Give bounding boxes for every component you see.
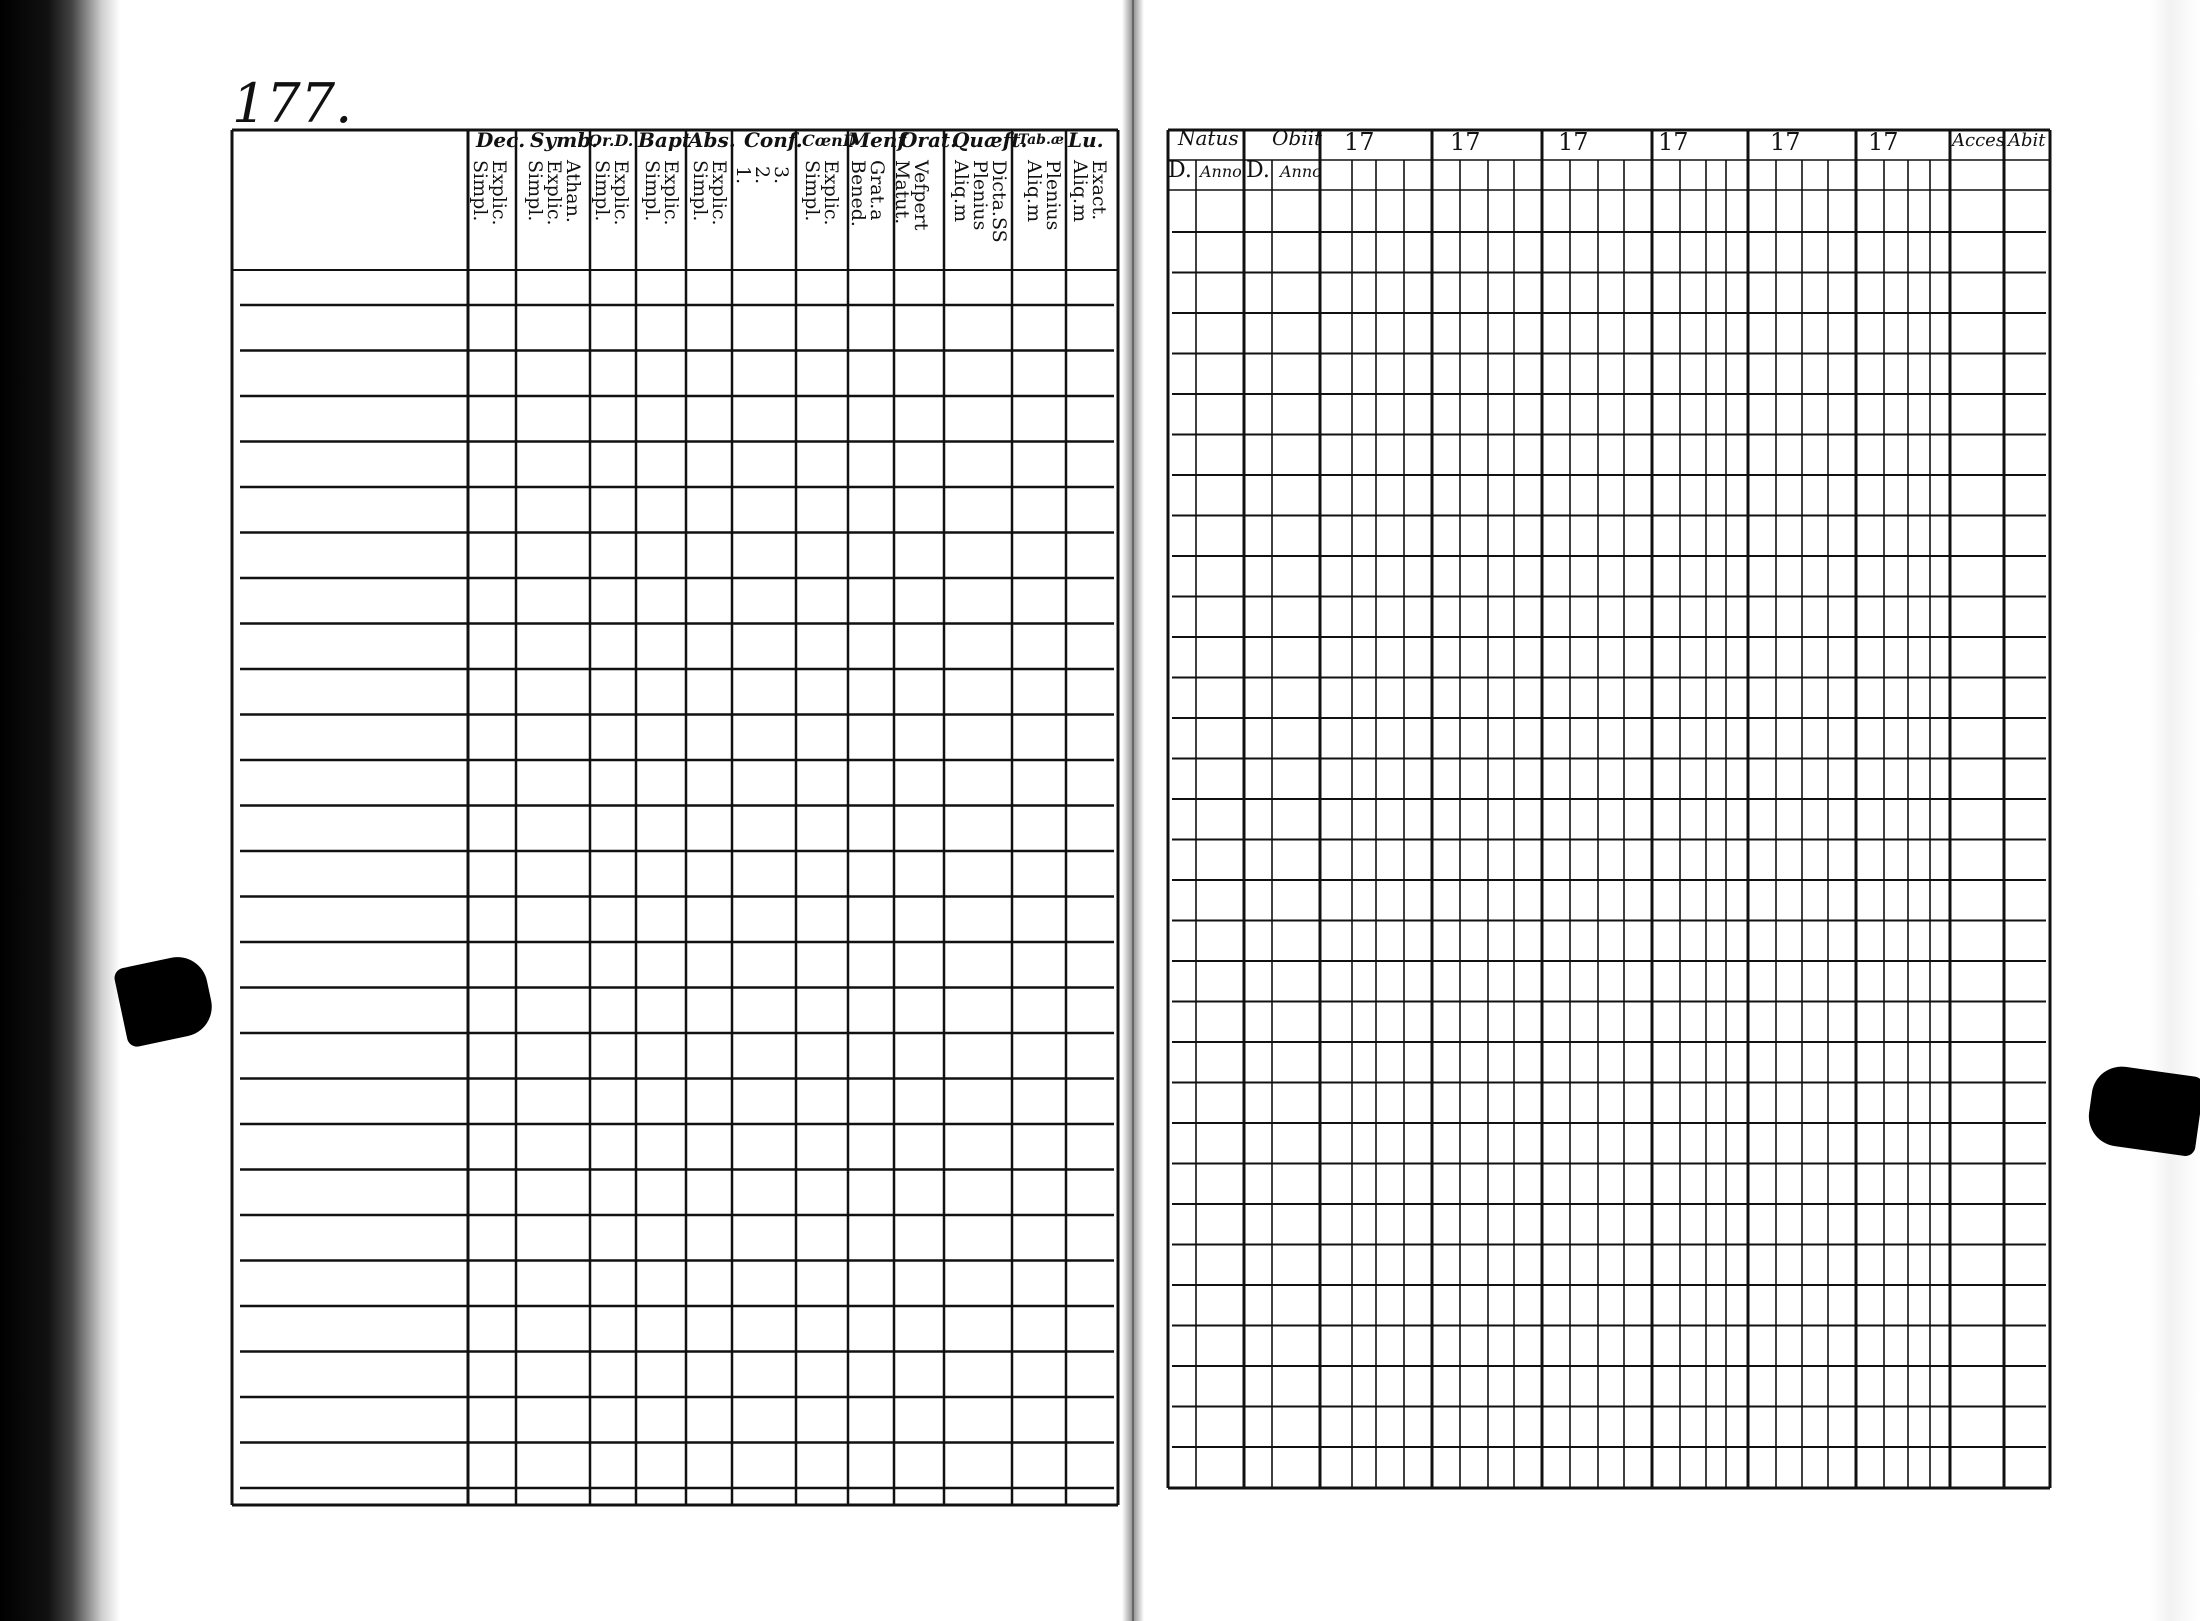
subheads-lu (1070, 160, 1108, 222)
subhead: Exact. (1088, 160, 1110, 221)
subhead: 3. (770, 166, 792, 185)
subheads-menf (848, 160, 886, 227)
subhead: Simpl. (469, 160, 491, 222)
subhead: Plenius (969, 160, 991, 231)
heading-acces: Acces (1952, 130, 2006, 151)
heading-dec: Dec. (476, 128, 526, 152)
subhead: Explic. (543, 160, 565, 226)
subheads-symb (525, 160, 582, 226)
subhead: Simpl. (801, 160, 823, 222)
year-column-1: 17 (1344, 128, 1375, 156)
heading-quaest: Quæft. (952, 128, 1028, 152)
subhead: Explic. (488, 160, 510, 226)
subhead: Simpl. (641, 160, 663, 222)
subhead: Plenius (1042, 160, 1064, 231)
natus-year-label: Anno (1200, 162, 1242, 181)
heading-lu: Lu. (1068, 128, 1104, 152)
subhead: Simpl. (591, 160, 613, 222)
heading-obiit: Obiit (1272, 126, 1323, 150)
heading-bapt: Bapt (638, 128, 692, 152)
subhead: Matut. (891, 160, 913, 225)
subheads-coen-d (802, 160, 840, 226)
subhead: Dicta.SS (988, 160, 1010, 243)
page-number: 177. (232, 72, 353, 135)
subheads-orat (892, 160, 930, 230)
subhead: Explic. (660, 160, 682, 226)
subhead: Explic. (820, 160, 842, 226)
obiit-year-label: Anno (1280, 162, 1322, 181)
subhead: Bened. (847, 160, 869, 227)
subhead: Aliq.m (1023, 160, 1045, 223)
heading-orat: Orat. (900, 128, 958, 152)
year-column-6: 17 (1868, 128, 1899, 156)
subhead: Simpl. (524, 160, 546, 222)
subhead: Vefpert (910, 160, 932, 231)
subheads-dec (470, 160, 508, 226)
heading-coen-d: CœnD (802, 131, 857, 150)
subhead: 1. (732, 166, 754, 185)
subheads-bapt (642, 160, 680, 226)
subheads-quaest (951, 160, 1008, 243)
heading-natus: Natus (1178, 126, 1239, 150)
natus-day-label: D. (1168, 158, 1192, 183)
year-column-2: 17 (1450, 128, 1481, 156)
subheads-conf (733, 166, 790, 184)
subhead: Explic. (708, 160, 730, 226)
subheads-tabae (1024, 160, 1062, 230)
subhead: 2. (751, 166, 773, 185)
year-column-4: 17 (1658, 128, 1689, 156)
heading-abit: Abit (2008, 130, 2046, 151)
heading-symb: Symb. (530, 128, 599, 152)
year-column-5: 17 (1770, 128, 1801, 156)
heading-menf: Menf (848, 128, 907, 152)
year-column-3: 17 (1558, 128, 1589, 156)
obiit-day-label: D. (1246, 158, 1270, 183)
heading-or-d: Or.D. (588, 131, 634, 150)
subheads-or-d (592, 160, 630, 226)
subhead: Aliq.m (1069, 160, 1091, 223)
heading-abs: Abs. (688, 128, 736, 152)
subhead: Explic. (610, 160, 632, 226)
heading-conf: Conf. (744, 128, 803, 152)
subhead: Aliq.m (950, 160, 972, 223)
heading-tabae: Tab.æ (1018, 132, 1064, 148)
subhead: Athan. (562, 160, 584, 223)
subhead: Simpl. (689, 160, 711, 222)
subheads-abs (690, 160, 728, 226)
subhead: Grat.a (866, 160, 888, 221)
